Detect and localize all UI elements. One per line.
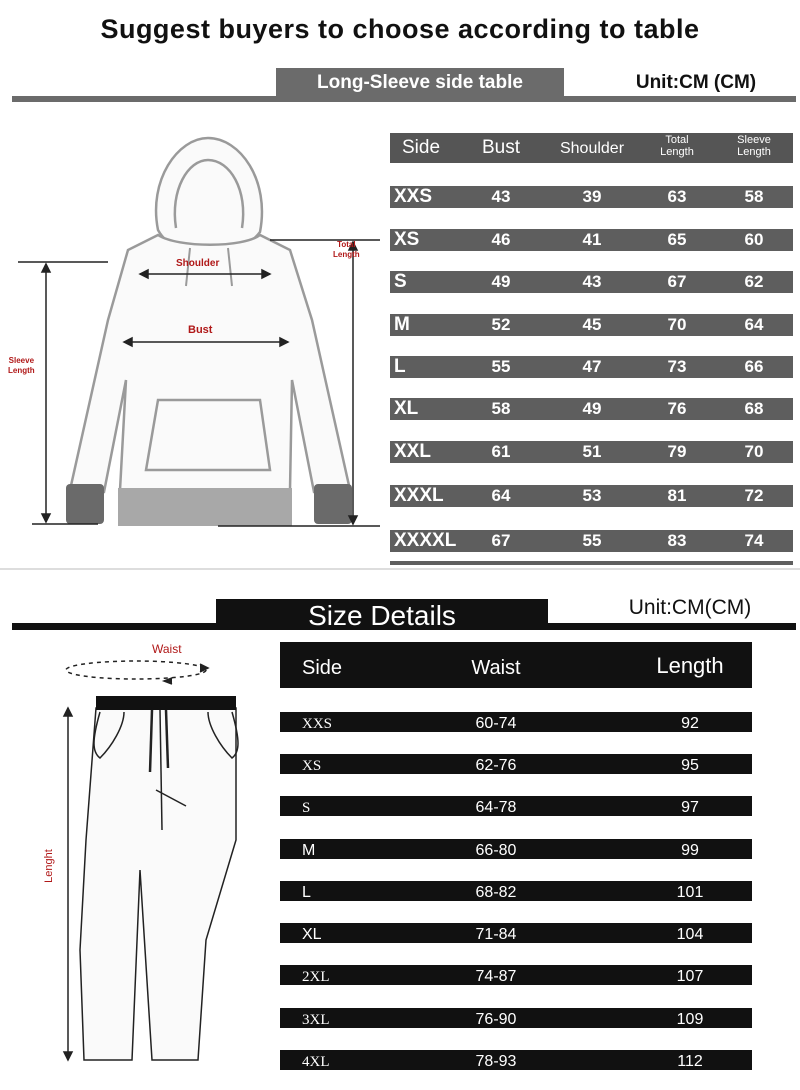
row-waist: 71-84 bbox=[475, 926, 517, 943]
row-side: S bbox=[302, 800, 311, 816]
hoodie-row bbox=[390, 530, 793, 552]
row-bust: 58 bbox=[491, 399, 511, 418]
row-total: 81 bbox=[667, 486, 687, 505]
row-side: XL bbox=[394, 398, 419, 419]
bust-label: Bust bbox=[188, 324, 213, 336]
header-sleeve-line1: Sleeve bbox=[737, 134, 771, 146]
row-side: L bbox=[394, 356, 406, 377]
header-sleeve-line2: Length bbox=[737, 146, 771, 158]
row-total: 70 bbox=[667, 315, 687, 334]
row-waist: 74-87 bbox=[475, 968, 517, 985]
row-side: M bbox=[394, 314, 410, 335]
row-side: 4XL bbox=[302, 1054, 330, 1070]
row-shoulder: 55 bbox=[582, 531, 602, 550]
row-side: XXL bbox=[394, 441, 431, 462]
hoodie-row bbox=[390, 229, 793, 251]
total-length-label bbox=[333, 240, 360, 260]
header-sleeve-length bbox=[720, 134, 788, 158]
row-length: 92 bbox=[681, 715, 699, 732]
row-side: M bbox=[302, 842, 316, 859]
hoodie-table-bottom-rule bbox=[390, 561, 793, 565]
row-length: 107 bbox=[676, 968, 704, 985]
row-shoulder: 45 bbox=[582, 315, 602, 334]
hoodie-row bbox=[390, 356, 793, 378]
header-side: Side bbox=[302, 657, 343, 679]
row-side: XXS bbox=[394, 186, 433, 207]
row-side: 2XL bbox=[302, 969, 330, 985]
row-length: 101 bbox=[676, 884, 704, 901]
row-shoulder: 53 bbox=[582, 486, 602, 505]
row-bust: 61 bbox=[491, 442, 511, 461]
row-shoulder: 51 bbox=[582, 442, 602, 461]
row-sleeve: 58 bbox=[744, 187, 764, 206]
pants-row bbox=[280, 1050, 752, 1070]
pants-row bbox=[280, 1008, 752, 1028]
row-sleeve: 70 bbox=[744, 442, 764, 461]
row-sleeve: 62 bbox=[744, 272, 764, 291]
row-length: 99 bbox=[681, 842, 699, 859]
row-waist: 68-82 bbox=[475, 884, 517, 901]
hoodie-row bbox=[390, 485, 793, 507]
row-waist: 64-78 bbox=[475, 799, 517, 816]
row-waist: 60-74 bbox=[475, 715, 517, 732]
row-bust: 67 bbox=[491, 531, 511, 550]
hoodie-diagram bbox=[8, 120, 388, 540]
row-length: 109 bbox=[676, 1011, 704, 1028]
row-waist: 76-90 bbox=[475, 1011, 517, 1028]
hoodie-table-header bbox=[390, 133, 793, 163]
row-length: 95 bbox=[681, 757, 699, 774]
row-sleeve: 60 bbox=[744, 230, 764, 249]
row-side: XXXXL bbox=[394, 530, 457, 551]
sleeve-length-label-line2: Length bbox=[8, 366, 35, 375]
row-sleeve: 66 bbox=[744, 357, 764, 376]
length-label: Lenght bbox=[42, 849, 55, 883]
row-shoulder: 39 bbox=[582, 187, 602, 206]
section-divider bbox=[0, 568, 800, 570]
waist-label: Waist bbox=[152, 642, 182, 656]
row-length: 104 bbox=[676, 926, 704, 943]
row-bust: 52 bbox=[491, 315, 511, 334]
sleeve-length-label-line1: Sleeve bbox=[8, 356, 35, 365]
row-bust: 55 bbox=[491, 357, 511, 376]
pants-table-header bbox=[280, 642, 752, 688]
row-sleeve: 72 bbox=[744, 486, 764, 505]
pants-unit-label: Unit:CM(CM) bbox=[628, 596, 752, 619]
row-total: 83 bbox=[667, 531, 687, 550]
header-total-line1: Total bbox=[665, 134, 689, 146]
header-shoulder: Shoulder bbox=[559, 140, 625, 157]
row-side: XL bbox=[302, 926, 322, 943]
row-sleeve: 74 bbox=[744, 531, 764, 550]
hoodie-row bbox=[390, 398, 793, 420]
pants-row bbox=[280, 712, 752, 732]
shoulder-label: Shoulder bbox=[176, 258, 220, 269]
row-shoulder: 47 bbox=[582, 357, 602, 376]
row-shoulder: 41 bbox=[582, 230, 602, 249]
header-waist: Waist bbox=[471, 657, 521, 679]
row-side: S bbox=[394, 271, 407, 292]
row-length: 97 bbox=[681, 799, 699, 816]
row-length: 112 bbox=[677, 1053, 703, 1070]
total-length-label-line2: Length bbox=[333, 250, 360, 259]
pants-illustration-icon bbox=[40, 640, 260, 1080]
hoodie-row bbox=[390, 314, 793, 336]
total-length-label-line1: Total bbox=[337, 240, 356, 249]
pants-row bbox=[280, 965, 752, 985]
hoodie-row bbox=[390, 186, 793, 208]
row-sleeve: 64 bbox=[744, 315, 764, 334]
row-bust: 46 bbox=[491, 230, 511, 249]
header-length: Length bbox=[656, 653, 724, 678]
pants-row bbox=[280, 923, 752, 943]
pants-section-tab: Size Details bbox=[216, 599, 548, 627]
page-title: Suggest buyers to choose according to table bbox=[100, 14, 700, 44]
row-total: 67 bbox=[667, 272, 687, 291]
row-total: 73 bbox=[667, 357, 687, 376]
row-shoulder: 43 bbox=[582, 272, 602, 291]
row-total: 65 bbox=[667, 230, 687, 249]
row-side: XS bbox=[302, 758, 322, 774]
sleeve-length-label bbox=[8, 356, 35, 376]
hoodie-row bbox=[390, 271, 793, 293]
row-shoulder: 49 bbox=[582, 399, 602, 418]
hoodie-unit-label: Unit:CM (CM) bbox=[635, 72, 757, 93]
row-waist: 62-76 bbox=[475, 757, 517, 774]
row-total: 79 bbox=[667, 442, 687, 461]
header-total-length bbox=[642, 134, 712, 158]
hoodie-section-tab: Long-Sleeve side table bbox=[276, 68, 564, 98]
row-side: L bbox=[302, 884, 311, 901]
pants-row bbox=[280, 796, 752, 816]
pants-row bbox=[280, 839, 752, 859]
row-side: XXXL bbox=[394, 485, 444, 506]
row-bust: 43 bbox=[491, 187, 511, 206]
row-side: XS bbox=[394, 229, 420, 250]
row-side: 3XL bbox=[302, 1012, 330, 1028]
row-total: 76 bbox=[667, 399, 687, 418]
row-sleeve: 68 bbox=[744, 399, 764, 418]
row-waist: 66-80 bbox=[475, 842, 517, 859]
row-bust: 49 bbox=[491, 272, 511, 291]
pants-row bbox=[280, 881, 752, 901]
header-bust: Bust bbox=[481, 137, 521, 158]
pants-row bbox=[280, 754, 752, 774]
row-bust: 64 bbox=[491, 486, 511, 505]
row-total: 63 bbox=[667, 187, 687, 206]
header-total-line2: Length bbox=[660, 146, 694, 158]
pants-diagram bbox=[40, 640, 260, 1080]
row-waist: 78-93 bbox=[475, 1053, 517, 1070]
header-side: Side bbox=[402, 137, 441, 158]
hoodie-row bbox=[390, 441, 793, 463]
row-side: XXS bbox=[302, 716, 333, 732]
